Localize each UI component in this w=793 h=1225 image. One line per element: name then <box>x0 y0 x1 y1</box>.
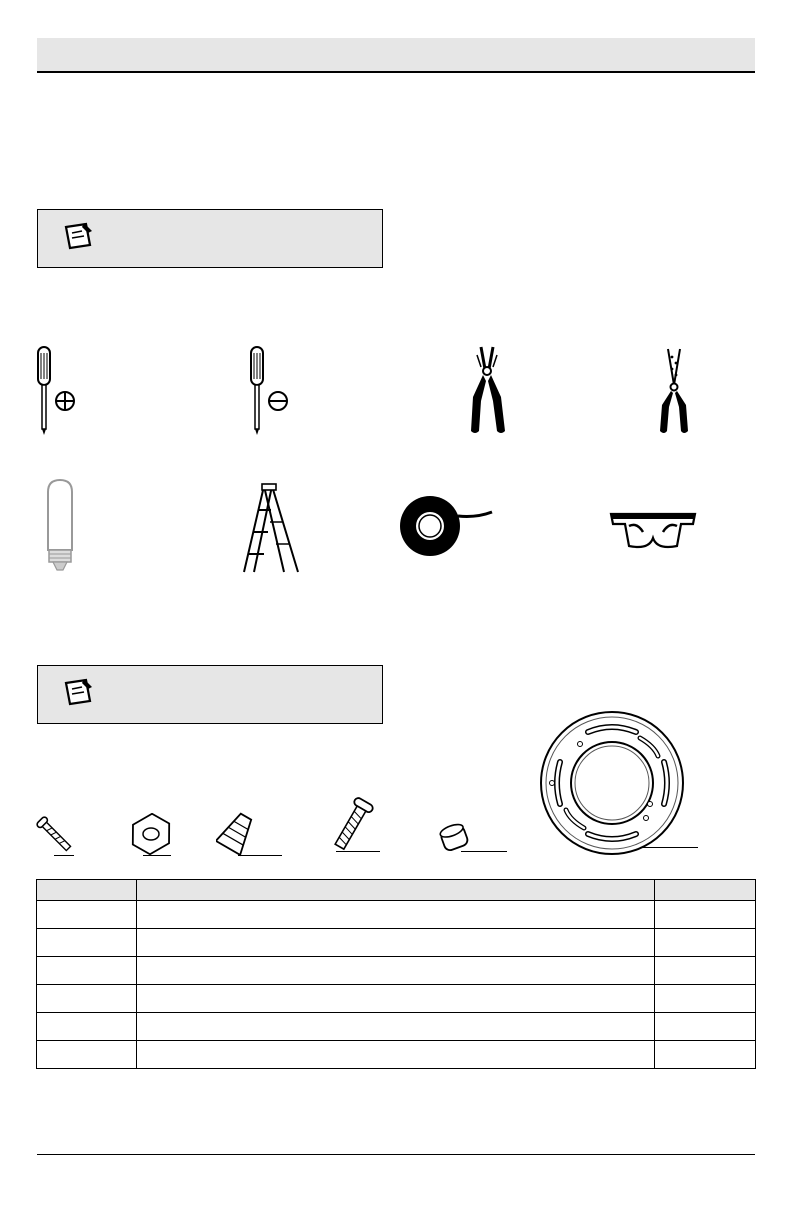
section-header-bar <box>37 38 755 73</box>
table-cell <box>655 1013 756 1041</box>
mounting-screw-icon <box>34 812 76 858</box>
bolt-icon <box>326 796 378 854</box>
wire-connector-icon <box>216 810 256 858</box>
table-row <box>37 929 756 957</box>
part-label-line <box>54 855 74 856</box>
note-box-tools <box>37 209 383 268</box>
table-cell <box>137 929 655 957</box>
table-cell <box>37 957 137 985</box>
table-cell <box>655 901 756 929</box>
column-header-quantity <box>655 880 756 901</box>
table-cell <box>655 1041 756 1069</box>
table-row <box>37 957 756 985</box>
cap-nut-icon <box>438 820 472 854</box>
light-bulb-icon <box>42 478 78 574</box>
table-cell <box>655 929 756 957</box>
table-cell <box>137 985 655 1013</box>
mounting-plate-icon <box>538 710 686 856</box>
table-cell <box>37 1041 137 1069</box>
part-label-line <box>640 847 698 848</box>
column-header-part <box>37 880 137 901</box>
safety-glasses-icon <box>607 510 699 552</box>
table-cell <box>37 1013 137 1041</box>
part-label-line <box>143 855 171 856</box>
table-cell <box>37 985 137 1013</box>
table-row <box>37 901 756 929</box>
electrical-tape-icon <box>398 494 494 558</box>
hex-nut-icon <box>128 813 174 855</box>
table-header-row <box>37 880 756 901</box>
table-cell <box>37 901 137 929</box>
table-cell <box>37 929 137 957</box>
step-ladder-icon <box>240 482 304 574</box>
part-label-line <box>461 851 507 852</box>
table-cell <box>655 957 756 985</box>
column-header-description <box>137 880 655 901</box>
table-row <box>37 1013 756 1041</box>
wire-cutter-icon <box>465 345 510 437</box>
table-row <box>37 1041 756 1069</box>
table-cell <box>655 985 756 1013</box>
table-cell <box>137 957 655 985</box>
table-cell <box>137 1013 655 1041</box>
phillips-screwdriver-icon <box>30 345 80 437</box>
part-label-line <box>238 855 282 856</box>
table-row <box>37 985 756 1013</box>
note-pin-icon <box>62 221 96 251</box>
table-cell <box>137 901 655 929</box>
note-box-parts <box>37 665 383 724</box>
wire-stripper-icon <box>652 345 697 437</box>
table-cell <box>137 1041 655 1069</box>
part-label-line <box>336 851 380 852</box>
note-pin-icon <box>62 677 96 707</box>
footer-divider <box>37 1154 755 1155</box>
parts-table <box>36 879 756 1069</box>
flathead-screwdriver-icon <box>243 345 293 437</box>
